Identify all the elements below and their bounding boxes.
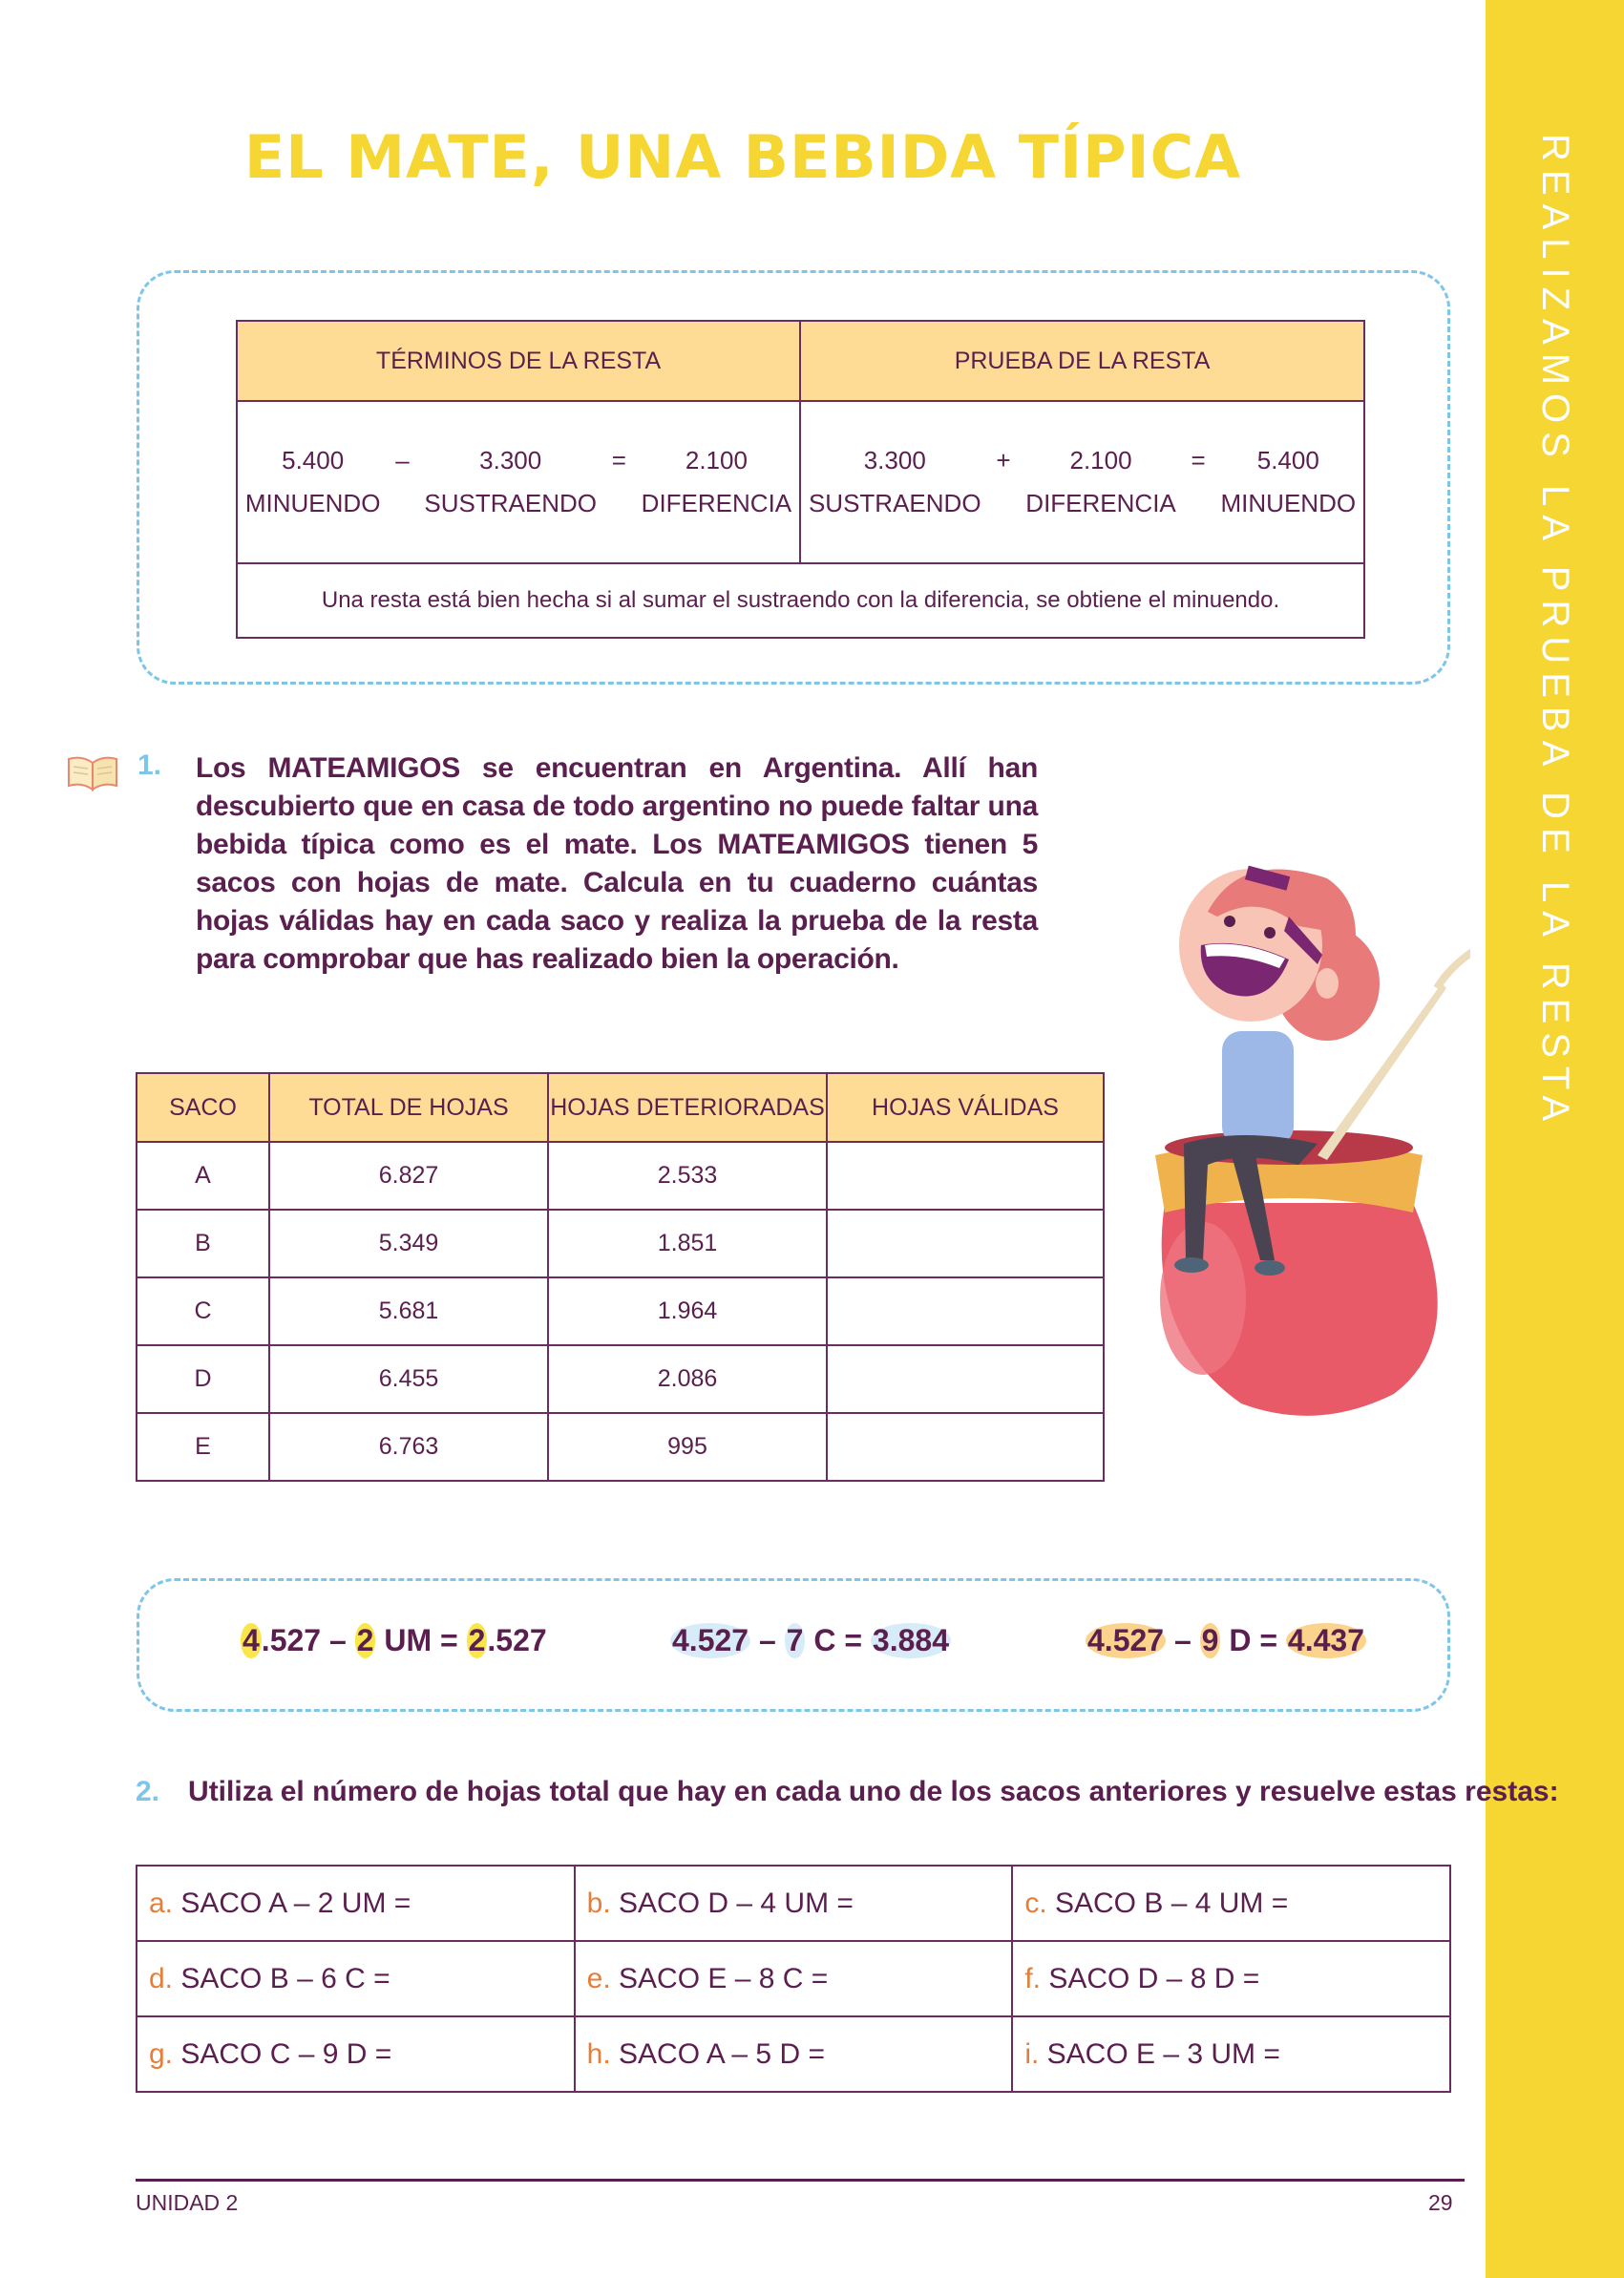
table-row [137,1210,1104,1277]
item-letter: c. [1024,1887,1047,1919]
proof-subtrahend-value: 3.300 [863,446,926,475]
example-text: – [750,1623,785,1657]
highlight-digit: 3.884 [872,1623,949,1657]
item-text: SACO A – 5 D = [610,2037,825,2070]
proof-difference-label: DIFERENCIA [1025,489,1176,517]
book-icon [65,753,120,791]
proof-minuend-value: 5.400 [1256,446,1319,475]
example-c [670,1623,951,1658]
table-row [137,1277,1104,1345]
saco-cell: E [137,1413,269,1481]
example-text: D = [1220,1623,1286,1657]
item-letter: b. [586,1887,611,1919]
item-letter: e. [586,1962,611,1994]
col-valid: HOJAS VÁLIDAS [827,1073,1104,1142]
example-d [1086,1623,1366,1658]
footer-divider [136,2179,1465,2182]
subtraction-item[interactable] [1012,1941,1450,2016]
item-letter: h. [586,2037,611,2070]
damaged-cell: 2.533 [548,1142,827,1210]
col-saco: SACO [137,1073,269,1142]
damaged-cell: 2.086 [548,1345,827,1413]
valid-answer-cell[interactable] [827,1210,1104,1277]
damaged-cell: 1.851 [548,1210,827,1277]
minuend-label: MINUENDO [244,489,381,517]
item-text: SACO D – 8 D = [1040,1962,1260,1994]
exercise-1-number: 1. [137,749,162,781]
item-text: SACO A – 2 UM = [173,1887,411,1919]
side-banner-text: REALIZAMOS LA PRUEBA DE LA RESTA [1534,134,1576,1130]
table-row [137,1345,1104,1413]
subtraction-item[interactable] [137,2016,575,2092]
saco-cell: B [137,1210,269,1277]
valid-answer-cell[interactable] [827,1413,1104,1481]
item-text: SACO E – 3 UM = [1039,2037,1280,2070]
proof-difference-value: 2.100 [1069,446,1132,475]
item-text: SACO D – 4 UM = [610,1887,854,1919]
highlight-digit: 4.527 [672,1623,749,1657]
total-cell: 6.763 [269,1413,548,1481]
side-banner [1486,134,1624,1130]
example-text: – [1166,1623,1200,1657]
subtractions-table [136,1865,1451,2093]
total-cell: 6.455 [269,1345,548,1413]
item-letter: i. [1024,2037,1040,2070]
example-text: .527 – [261,1623,355,1657]
difference-value: 2.100 [685,446,748,475]
subtraction-item[interactable] [575,2016,1013,2092]
concept-table [236,320,1365,639]
item-letter: d. [149,1962,174,1994]
minuend-value: 5.400 [282,446,345,475]
item-text: SACO B – 6 C = [173,1962,390,1994]
minus-sign: – [395,446,410,475]
item-letter: f. [1024,1962,1041,1994]
damaged-cell: 1.964 [548,1277,827,1345]
subtraction-item[interactable] [137,1941,575,2016]
item-text: SACO C – 9 D = [173,2037,392,2070]
item-letter: g. [149,2037,174,2070]
subtraction-item[interactable] [137,1866,575,1941]
example-text: UM = [375,1623,467,1657]
saco-cell: C [137,1277,269,1345]
mate-character-illustration [1127,840,1470,1423]
exercise-2-text: Utiliza el número de hojas total que hay en cada uno de los sacos anteriores y resuelve estas restas: [188,1776,1559,1807]
concept-header-proof: PRUEBA DE LA RESTA [800,321,1364,401]
item-letter: a. [149,1887,174,1919]
valid-answer-cell[interactable] [827,1277,1104,1345]
example-um [241,1623,547,1658]
footer-unit: UNIDAD 2 [136,2190,239,2215]
concept-note: Una resta está bien hecha si al sumar el sustraendo con la diferencia, se obtiene el minuendo. [237,563,1364,638]
concept-header-terms: TÉRMINOS DE LA RESTA [237,321,800,401]
difference-label: DIFERENCIA [641,489,792,517]
proof-minuend-label: MINUENDO [1220,489,1357,517]
example-text: .527 [487,1623,547,1657]
exercise-2 [136,1776,1559,1808]
highlight-digit: 2 [356,1623,374,1657]
proof-equals-sign: = [1191,446,1206,475]
subtraction-item[interactable] [575,1941,1013,2016]
col-total: TOTAL DE HOJAS [269,1073,548,1142]
example-text: C = [805,1623,871,1657]
highlight-digit: 4.527 [1087,1623,1165,1657]
saco-cell: D [137,1345,269,1413]
subtrahend-label: SUSTRAENDO [424,489,597,517]
proof-subtrahend-label: SUSTRAENDO [808,489,981,517]
highlight-digit: 4 [243,1623,260,1657]
table-row [137,1142,1104,1210]
equals-sign: = [611,446,626,475]
sacks-table [136,1072,1105,1482]
page-title: EL MATE, UNA BEBIDA TÍPICA [243,122,1242,192]
proof-cell [800,401,1364,563]
highlight-digit: 7 [786,1623,804,1657]
highlight-digit: 4.437 [1287,1623,1364,1657]
subtrahend-value: 3.300 [479,446,542,475]
subtraction-item[interactable] [1012,1866,1450,1941]
highlight-digit: 2 [468,1623,486,1657]
damaged-cell: 995 [548,1413,827,1481]
plus-sign: + [996,446,1011,475]
terms-cell [237,401,800,563]
saco-cell: A [137,1142,269,1210]
subtraction-item[interactable] [1012,2016,1450,2092]
subtraction-item[interactable] [575,1866,1013,1941]
exercise-2-number: 2. [136,1776,160,1807]
total-cell: 5.349 [269,1210,548,1277]
item-text: SACO E – 8 C = [610,1962,829,1994]
valid-answer-cell[interactable] [827,1142,1104,1210]
page-number: 29 [1428,2190,1453,2215]
col-damaged: HOJAS DETERIORADAS [548,1073,827,1142]
valid-answer-cell[interactable] [827,1345,1104,1413]
total-cell: 5.681 [269,1277,548,1345]
item-text: SACO B – 4 UM = [1046,1887,1289,1919]
exercise-1-text: Los MATEAMIGOS se encuentran en Argentina. Allí han descubierto que en casa de todo argentino no puede faltar una bebida típica como es el mate. Los MATEAMIGOS tienen 5 sacos con hojas de mate. Calcula en tu cuaderno cuántas hojas válidas hay en cada saco y realiza la prueba de la resta para comprobar que has realizado bien la operación. [196,752,1038,975]
total-cell: 6.827 [269,1142,548,1210]
highlight-digit: 9 [1201,1623,1219,1657]
table-row [137,1413,1104,1481]
